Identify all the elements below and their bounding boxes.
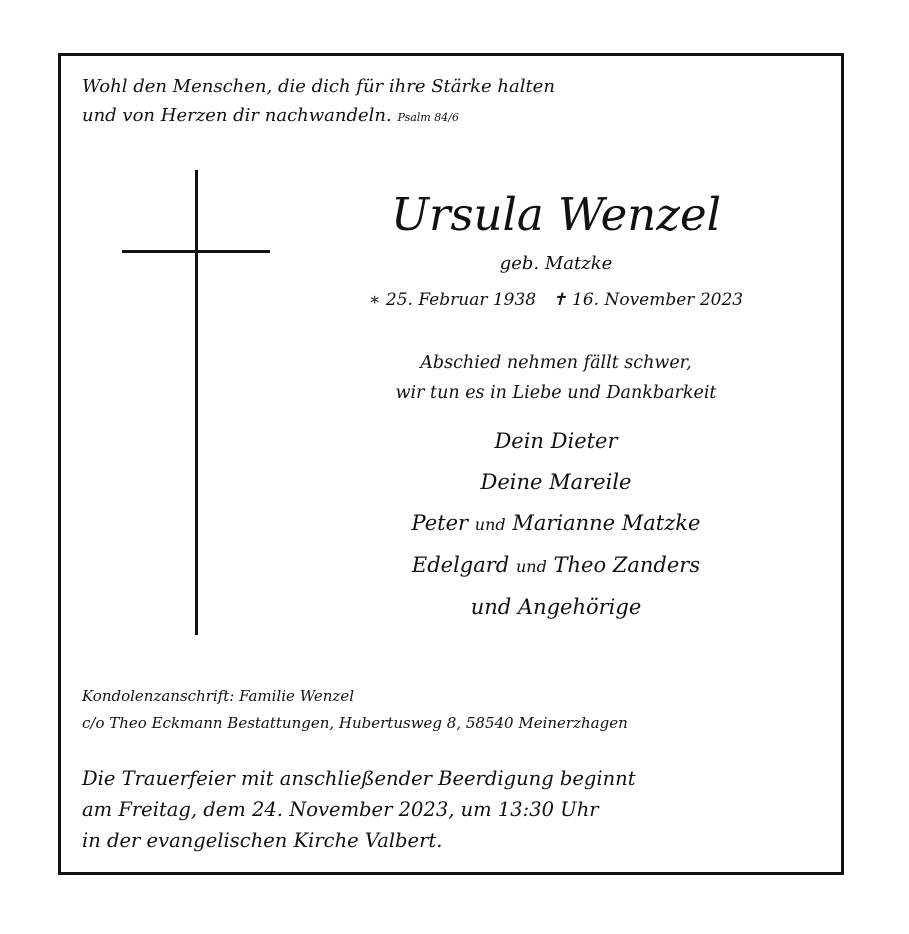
mourner-line-4 bbox=[306, 545, 806, 587]
death-cross-icon: ✝ bbox=[552, 290, 567, 310]
mourner-line-2: Deine Mareile bbox=[480, 470, 632, 494]
funeral-service-info bbox=[82, 763, 636, 856]
deceased-name: Ursula Wenzel bbox=[391, 188, 721, 241]
mourner-line-3-und: und bbox=[474, 515, 506, 534]
condolence-line-1: Kondolenzanschrift: Familie Wenzel bbox=[82, 687, 354, 705]
service-line-1: Die Trauerfeier mit anschließender Beerdigung beginnt bbox=[82, 767, 636, 790]
mourner-line-4-und: und bbox=[515, 557, 547, 576]
mourner-line-3-second: Marianne Matzke bbox=[512, 511, 701, 535]
life-dates bbox=[306, 287, 806, 313]
service-line-2: am Freitag, dem 24. November 2023, um 13:30 Uhr bbox=[82, 798, 599, 821]
mourners-list bbox=[306, 421, 806, 628]
death-date: 16. November 2023 bbox=[572, 290, 744, 310]
mourner-line-5: und Angehörige bbox=[470, 595, 642, 619]
farewell-text bbox=[306, 348, 806, 408]
birth-star-icon: ∗ bbox=[368, 290, 381, 310]
mourner-line-3-first: Peter bbox=[411, 511, 469, 535]
bible-verse-line-1: Wohl den Menschen, die dich für ihre Stärke halten bbox=[82, 76, 555, 97]
bible-verse-line-2 bbox=[82, 101, 555, 132]
mourner-line-4-first: Edelgard bbox=[411, 553, 510, 577]
condolence-address bbox=[82, 683, 628, 737]
mourner-line-4-second: Theo Zanders bbox=[553, 553, 701, 577]
mourner-line-3 bbox=[306, 503, 806, 545]
mourner-line-1: Dein Dieter bbox=[494, 429, 618, 453]
farewell-line-2: wir tun es in Liebe und Dankbarkeit bbox=[395, 383, 717, 403]
bible-verse-line-2-text: und von Herzen dir nachwandeln. bbox=[82, 105, 392, 126]
birth-date: 25. Februar 1938 bbox=[385, 290, 537, 310]
farewell-line-1: Abschied nehmen fällt schwer, bbox=[420, 353, 692, 373]
bible-verse bbox=[82, 72, 555, 132]
bible-verse-reference: Psalm 84/6 bbox=[397, 111, 459, 124]
maiden-name: geb. Matzke bbox=[499, 253, 613, 274]
condolence-line-2: c/o Theo Eckmann Bestattungen, Hubertusweg 8, 58540 Meinerzhagen bbox=[82, 714, 628, 732]
service-line-3: in der evangelischen Kirche Valbert. bbox=[82, 829, 443, 852]
cross-icon-vertical bbox=[195, 170, 198, 635]
cross-icon-horizontal bbox=[122, 250, 270, 253]
